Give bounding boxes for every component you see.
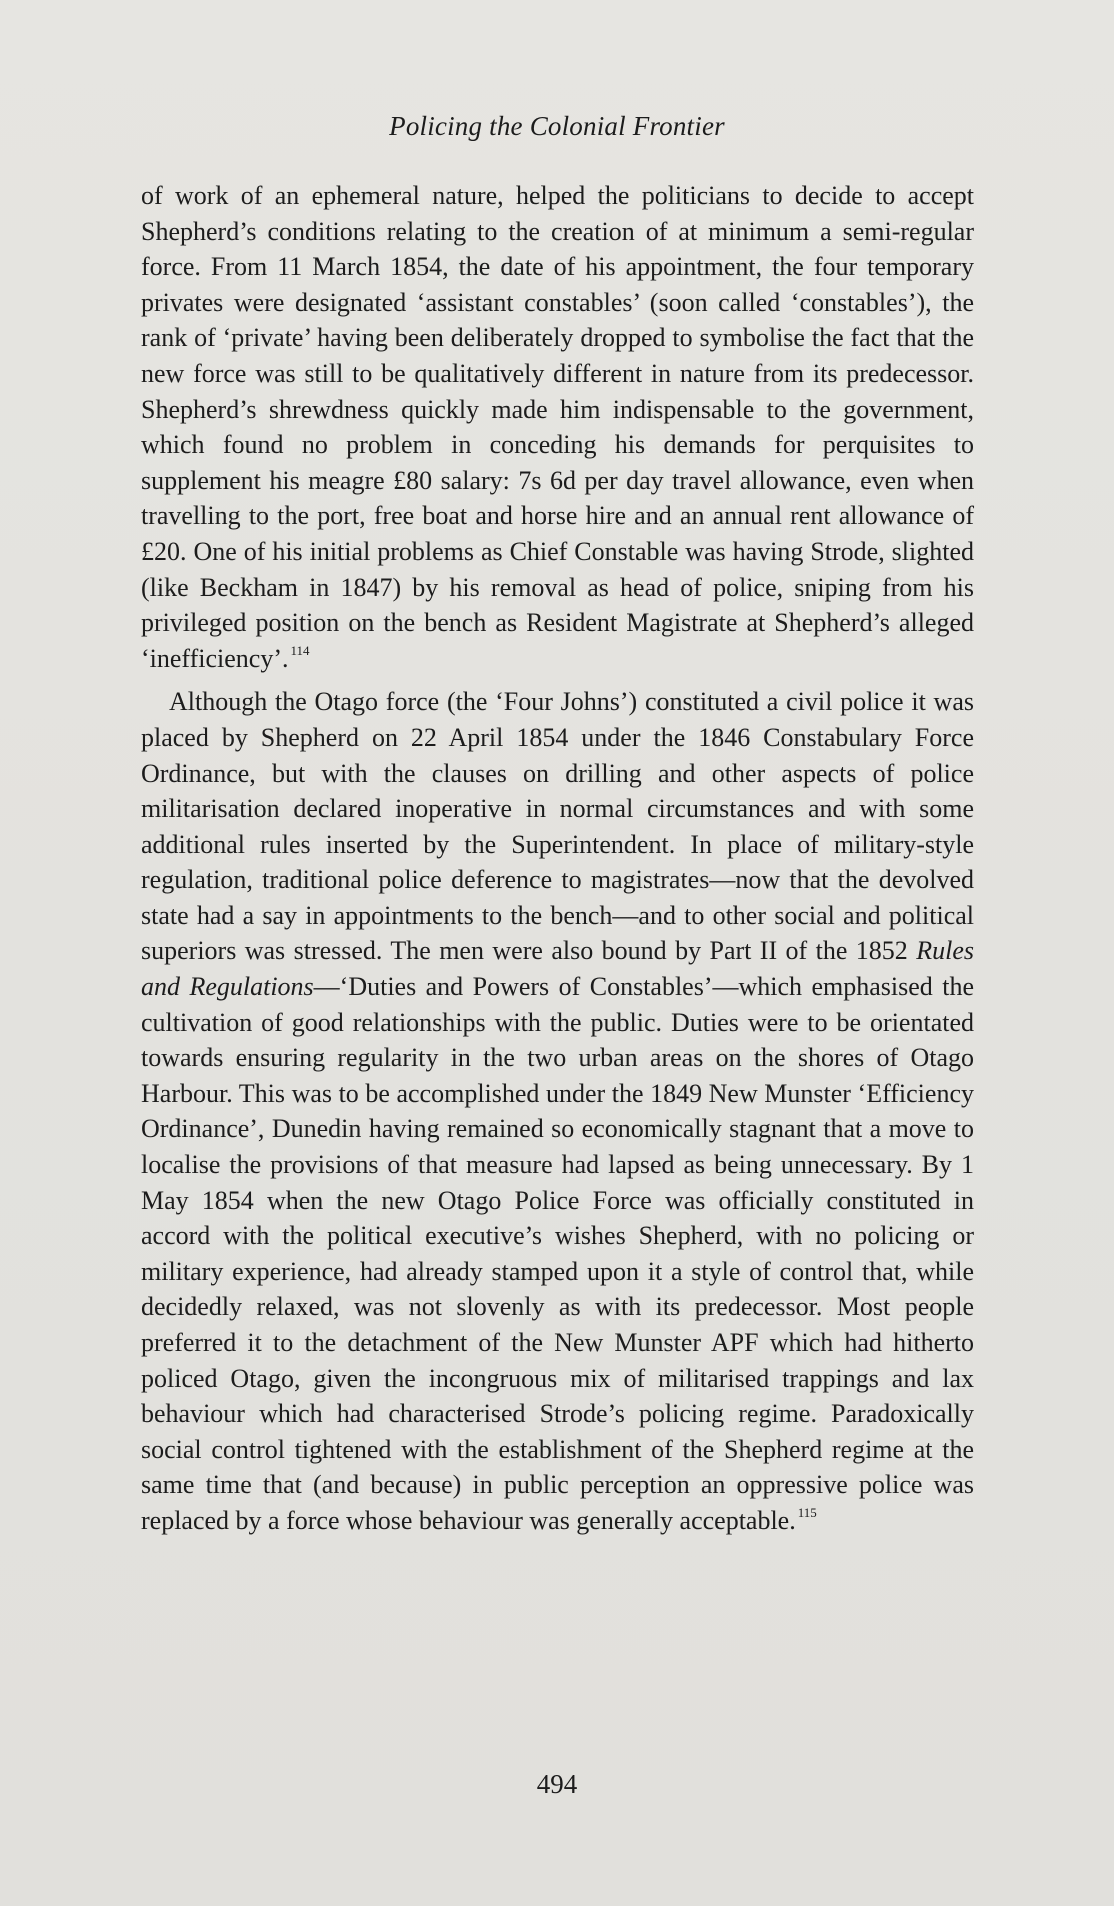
paragraph-2-text-end: —‘Duties and Powers of Constables’—which emphasised the cultivation of good relationships with the public. Duties were to be orientated towards ensuring regularity in the two urban areas on the shores of Otago Harbour. This was to be accomplished under the 1849 New Munster ‘Efficiency Ordinance’, Dunedin having remained so economically stagnant that a move to localise the provisions of that measure had lapsed as being unnecessary. By 1 May 1854 when the new Otago Police Force was officially constituted in accord with the political executive’s wishes Shepherd, with no policing or military experience, had already stamped upon it a style of control that, while decidedly relaxed, was not slovenly as with its predecessor. Most people preferred it to the detachment of the New Munster APF which had hitherto policed Otago, given the incongruous mix of militarised trappings and lax behaviour which had characterised Strode’s policing regime. Paradoxically social control tightened with the establishment of the Shepherd regime at the same time that (and because) in public perception an oppressive police was replaced by a force whose behaviour was generally acceptable. [141, 972, 974, 1535]
paragraph-2-text-start: Although the Otago force (the ‘Four Johns’) constituted a civil police it was placed by Shepherd on 22 April 1854 under the 1846 Constabulary Force Ordinance, but with the clauses on drilling and other aspects of police militarisation declared inoperative in normal circumstances and with some additional rules inserted by the Superintendent. In place of military-style regulation, traditional police deference to magistrates—now that the devolved state had a say in appointments to the bench—and to other social and political superiors was stressed. The men were also bound by Part II of the 1852 [141, 687, 974, 966]
paragraph-1 [141, 178, 974, 676]
paragraph-2 [141, 684, 974, 1538]
body-text [141, 178, 974, 1547]
page-number: 494 [536, 1769, 578, 1799]
running-head: Policing the Colonial Frontier [389, 111, 725, 141]
publication-title: Rules and Regulations [141, 936, 974, 1002]
footnote-marker-114: 114 [290, 643, 310, 659]
paragraph-1-text: of work of an ephemeral nature, helped the politicians to decide to accept Shepherd’s conditions relating to the creation of at minimum a semi-regular force. From 11 March 1854, the date of his appointment, the four temporary privates were designated ‘assistant constables’ (soon called ‘constables’), the rank of ‘private’ having been deliberately dropped to symbolise the fact that the new force was still to be qualitatively different in nature from its predecessor. Shepherd’s shrewdness quickly made him indispensable to the government, which found no problem in conceding his demands for perquisites to supplement his meagre £80 salary: 7s 6d per day travel allowance, even when travelling to the port, free boat and horse hire and an annual rent allowance of £20. One of his initial problems as Chief Constable was having Strode, slighted (like Beckham in 1847) by his removal as head of police, sniping from his privileged position on the bench as Resident Magistrate at Shepherd’s alleged ‘inefficiency’. [141, 181, 974, 673]
footnote-marker-115: 115 [797, 1505, 817, 1521]
